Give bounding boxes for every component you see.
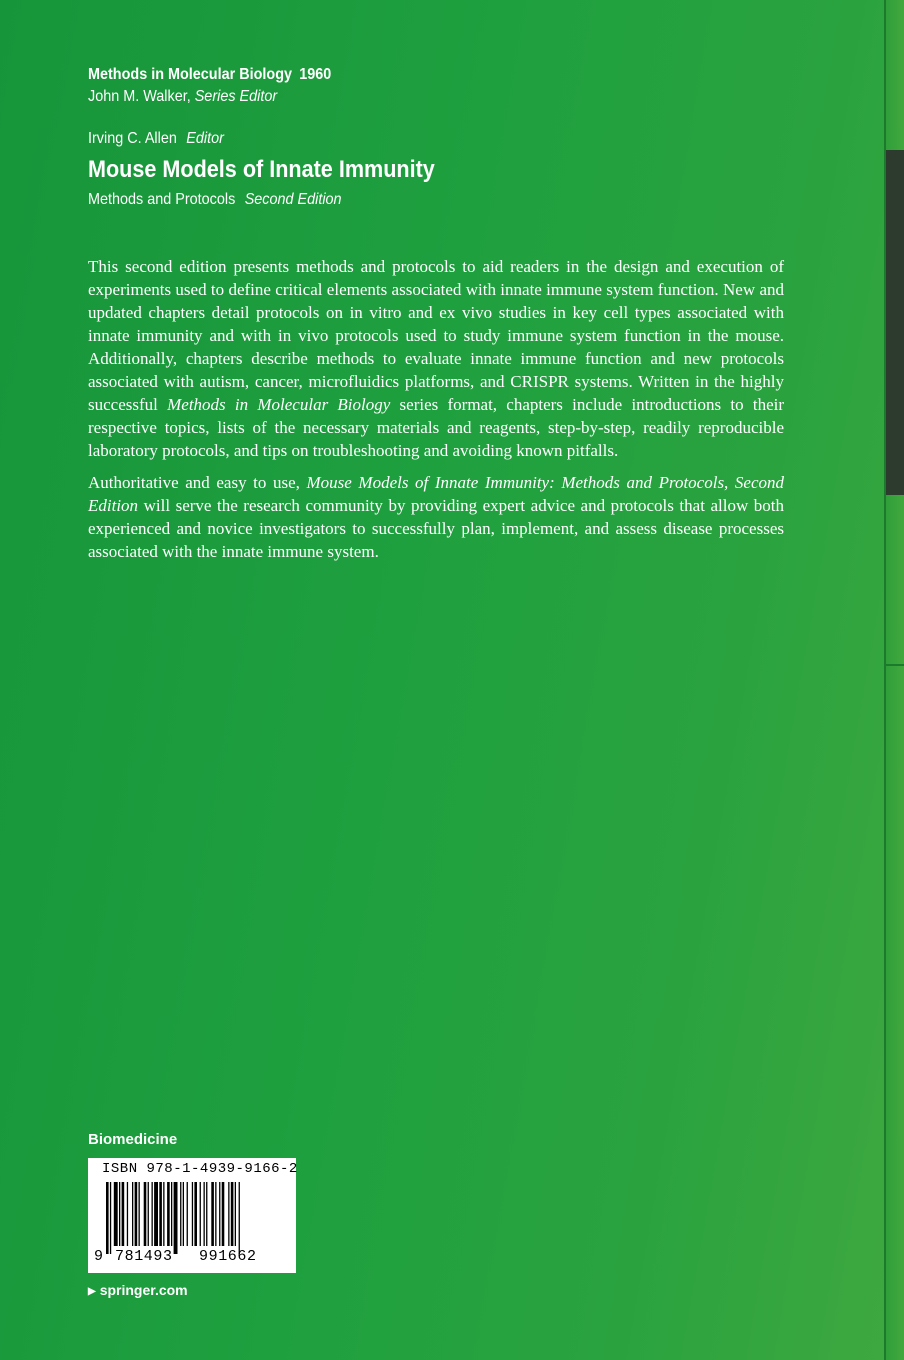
barcode-bar: [106, 1182, 109, 1254]
barcode-bar: [231, 1182, 234, 1246]
barcode-bar: [192, 1182, 193, 1246]
barcode-bar: [127, 1182, 128, 1246]
barcode-bar: [219, 1182, 220, 1246]
series-number: 1960: [299, 66, 332, 83]
description-paragraph-2: Authoritative and easy to use, Mouse Models of Innate Immunity: Methods and Protocols, Second Edition will serve the research community by providing expert advice and protocols that allow both experienced and novice investigators to successfully plan, implement, and assess disease processes associated with the innate immune system.: [88, 473, 784, 561]
barcode-bar: [228, 1182, 229, 1246]
description-paragraph-1: This second edition presents methods and protocols to aid readers in the design and execution of experiments used to define critical elements associated with innate immune system function. New and updated chapters detail protocols on in vitro and ex vivo studies in key cell types associated with innate immunity and with in vivo protocols used to study immune system function in the mouse. Additionally, chapters describe methods to evaluate innate immune function and new protocols associated with autism, cancer, microfluidics platforms, and CRISPR systems. Written in the highly successful Methods in Molecular Biology series format, chapters include introductions to their respective topics, lists of the necessary materials and reagents, step-by-step, readily reproducible laboratory protocols, and tips on troubleshooting and avoiding known pitfalls.: [88, 257, 785, 460]
series-editor-name: John M. Walker,: [88, 88, 191, 105]
barcode-bar: [235, 1182, 236, 1246]
spine-divider: [886, 664, 904, 666]
barcode-bar: [132, 1182, 133, 1246]
publisher-url: springer.com: [99, 1282, 188, 1298]
isbn-barcode: [88, 1158, 296, 1273]
barcode-bar: [163, 1182, 164, 1246]
barcode-bar: [135, 1182, 138, 1246]
barcode-bar: [122, 1182, 125, 1246]
book-subtitle: [88, 189, 342, 211]
barcode-bar: [187, 1182, 188, 1246]
barcode-bar: [167, 1182, 170, 1246]
barcode-right-digits: 991662: [199, 1248, 257, 1265]
barcode-left-digits: 781493: [115, 1248, 173, 1265]
barcode-bar: [159, 1182, 162, 1246]
editor-role: Editor: [186, 130, 224, 147]
barcode-bar: [114, 1182, 118, 1246]
series-name: Methods in Molecular Biology: [88, 66, 293, 83]
barcode-bar: [139, 1182, 140, 1246]
barcode-bar: [154, 1182, 158, 1246]
publisher-link[interactable]: [88, 1280, 188, 1303]
subject-category: Biomedicine: [88, 1131, 178, 1148]
barcode-bar: [204, 1182, 205, 1246]
series-info: [88, 64, 331, 108]
book-description: [88, 255, 784, 572]
barcode-bar: [211, 1182, 214, 1246]
barcode-bar: [206, 1182, 207, 1246]
barcode-bar: [215, 1182, 216, 1246]
spine-dark-band: [886, 150, 904, 495]
barcode-bar: [194, 1182, 197, 1246]
isbn-label: ISBN 978-1-4939-9166-2: [102, 1161, 298, 1177]
barcode-bar: [183, 1182, 184, 1246]
barcode-bar: [144, 1182, 147, 1246]
subtitle-edition: Second Edition: [244, 191, 342, 208]
barcode-bar: [239, 1182, 240, 1254]
barcode-bar: [180, 1182, 181, 1246]
volume-editor: [88, 128, 224, 150]
barcode-bar: [152, 1182, 153, 1246]
barcode-first-digit: 9: [94, 1248, 104, 1265]
editor-name: Irving C. Allen: [88, 130, 177, 147]
arrow-right-icon: ▶: [88, 1286, 96, 1297]
book-title: Mouse Models of Innate Immunity: [88, 156, 435, 183]
barcode-bar: [110, 1182, 111, 1254]
barcode-bar: [171, 1182, 172, 1246]
barcode-bar: [222, 1182, 225, 1246]
barcode-bar: [174, 1182, 178, 1254]
barcode-bars: [106, 1182, 280, 1254]
series-editor-role: Series Editor: [194, 88, 278, 105]
barcode-bar: [119, 1182, 120, 1246]
barcode-bar: [200, 1182, 201, 1246]
subtitle-text: Methods and Protocols: [88, 191, 236, 208]
barcode-bar: [148, 1182, 149, 1246]
